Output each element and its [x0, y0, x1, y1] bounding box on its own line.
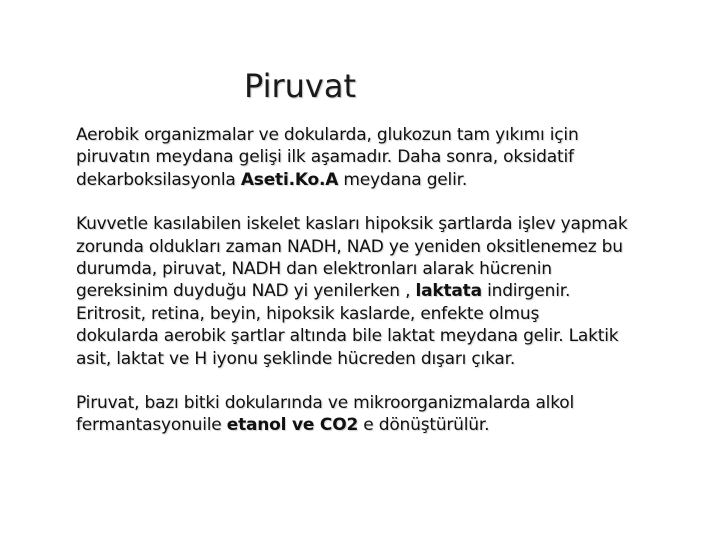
text-run: e dönüştürülür.: [358, 415, 490, 436]
paragraph-fermentation: [76, 392, 716, 437]
slide-body: [76, 124, 716, 437]
text-run: Kuvvetle kasılabilen iskelet kasları hipoksik şartlarda işlev yapmak: [76, 214, 628, 235]
text-run: meydana gelir.: [338, 169, 468, 190]
text-line: [76, 258, 716, 280]
text-line: [76, 146, 716, 168]
text-line: [76, 213, 716, 235]
text-run: asit, laktat ve H iyonu şeklinde hücreden dışarı çıkar.: [76, 348, 516, 369]
text-run: indirgenir.: [481, 281, 571, 302]
text-run: durumda, piruvat, NADH dan elektronları alarak hücrenin: [76, 259, 552, 280]
text-run: dokularda aerobik şartlar altında bile laktat meydana gelir. Laktik: [76, 326, 619, 347]
text-run: Eritrosit, retina, beyin, hipoksik kaslarde, enfekte olmuş: [76, 303, 540, 324]
text-line: [76, 169, 716, 191]
bold-term: laktata: [415, 281, 482, 302]
text-line: [76, 325, 716, 347]
text-run: dekarboksilasyonla: [76, 169, 241, 190]
text-run: Aerobik organizmalar ve dokularda, glukozun tam yıkımı için: [76, 125, 579, 145]
text-run: piruvatın meydana gelişi ilk aşamadır. Daha sonra, oksidatif: [76, 147, 574, 168]
paragraph-aerobic: [76, 124, 716, 191]
text-line: [76, 236, 716, 258]
paragraph-lactate: [76, 213, 716, 370]
text-line: [76, 414, 716, 436]
text-line: [76, 348, 716, 370]
text-run: zorunda oldukları zaman NADH, NAD ye yeniden oksitlenemez bu: [76, 236, 623, 257]
bold-term: Aseti.Ko.A: [240, 169, 339, 190]
text-line: [76, 124, 716, 146]
slide-title: Piruvat: [244, 67, 357, 105]
text-line: [76, 392, 716, 414]
bold-term: etanol ve CO2: [226, 415, 359, 436]
text-run: Piruvat, bazı bitki dokularında ve mikroorganizmalarda alkol: [76, 393, 574, 414]
text-run: fermantasyonuile: [76, 415, 227, 436]
text-line: [76, 280, 716, 302]
text-run: gereksinim duyduğu NAD yi yenilerken ,: [76, 281, 416, 302]
text-line: [76, 303, 716, 325]
